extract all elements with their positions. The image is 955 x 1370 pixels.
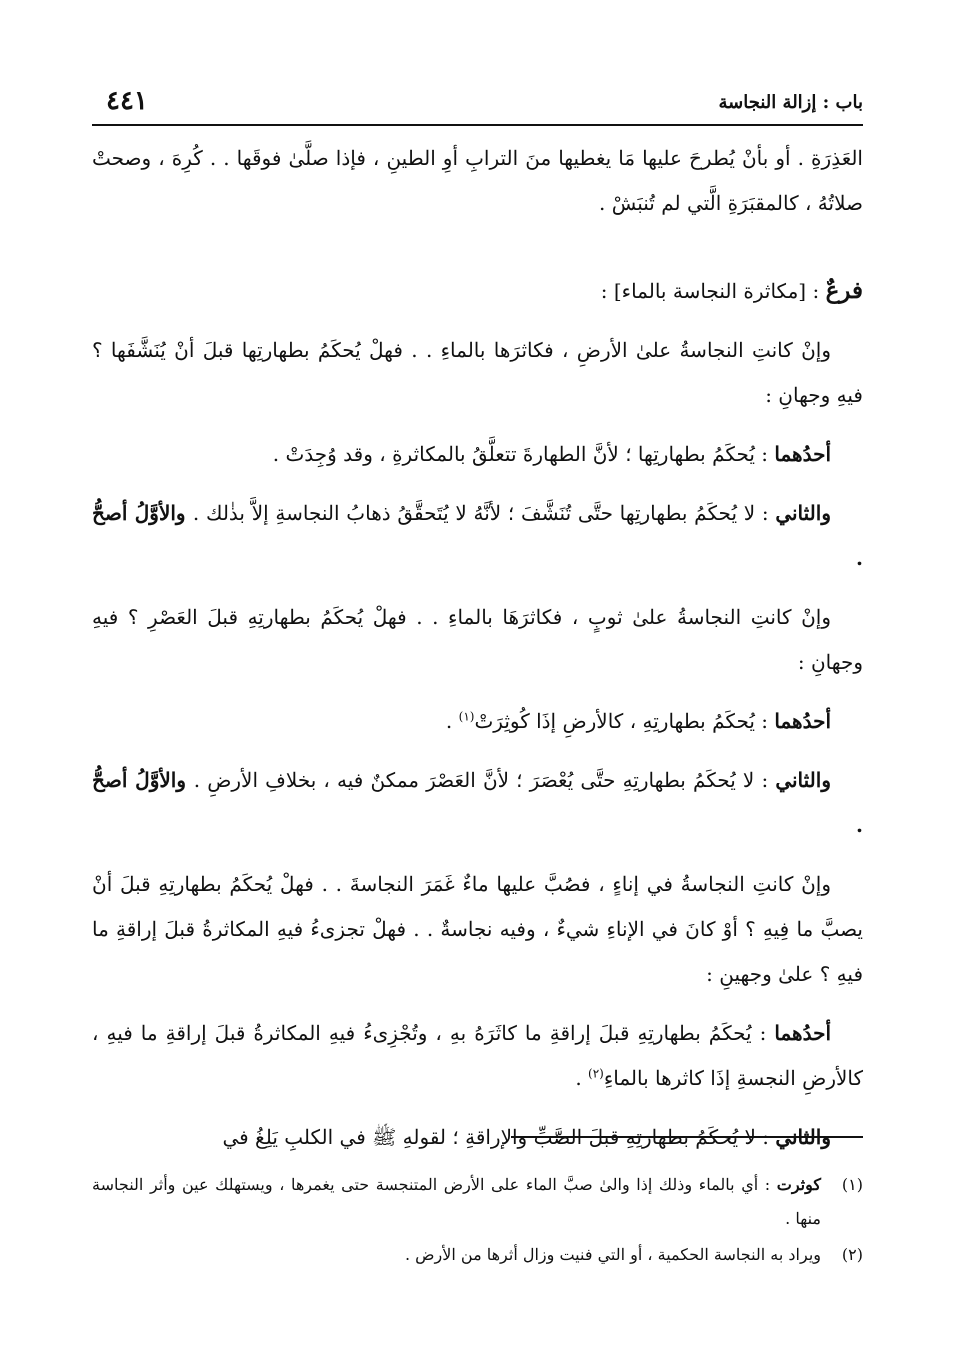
lead-word: أحدُهما xyxy=(774,442,831,466)
paragraph-text: : لا يُحكَمُ بطهارتِها حتَّى تُنَشَّفَ ؛ لأنَّهُ لا يُتَحقَّقُ ذهابُ النجاسةِ إلاَّ بذٰلك . xyxy=(192,501,776,525)
footnote-1 xyxy=(92,1168,863,1236)
page-number: ٤٤١ xyxy=(106,86,148,116)
paragraph-end: . xyxy=(575,1066,589,1090)
paragraph-text: وإنْ كانتِ النجاسةُ علىٰ ثوبٍ ، فكاثرَهَا بالماءِ . . فهلْ يُحكَمُ بطهارتِهِ قبلَ العَصْرِ ؟ فيهِ وجهانِ : xyxy=(92,605,863,674)
lead-word: أحدُهما xyxy=(774,1021,831,1045)
footnote-number: (١) xyxy=(841,1175,863,1194)
lead-word: أحدُهما xyxy=(774,709,831,733)
paragraph-vessel xyxy=(92,862,863,997)
paragraph-text: : لا يُحكَمُ بطهارتِهِ حتَّى يُعْصَرَ ؛ لأنَّ العَصْرَ ممكنٌ فيه ، بخلافِ الأرضِ . xyxy=(193,768,776,792)
paragraph-second-view xyxy=(92,491,863,581)
lead-word: والثاني xyxy=(775,1125,831,1149)
paragraph-first-view xyxy=(92,699,863,744)
footnote-text: : أي بالماء وذلك إذا والىٰ صبَّ الماء على الأرض المتنجسة حتى يغمرها ، ويستهلك عين وأثر النجاسة منها . xyxy=(92,1175,821,1228)
paragraph-text: وإنْ كانتِ النجاسةُ علىٰ الأرضِ ، فكاثرَها بالماءِ . . فهلْ يُحكَمُ بطهارتِها قبلَ أنْ يُنَشَّفَها ؟ فيهِ وجهانِ : xyxy=(92,338,863,407)
paragraph-text: : لا يُحكَمُ بطهارتِهِ قبلَ الصَّبِّ والإراقةِ ؛ لقولهِ ﷺ في الكلبِ يَلِغُ في xyxy=(222,1125,776,1149)
paragraph-end: . xyxy=(445,709,459,733)
section-heading xyxy=(92,268,863,314)
footnote-2 xyxy=(92,1238,863,1272)
lead-word: والثاني xyxy=(775,768,831,792)
header-rule xyxy=(92,124,863,126)
preferred-view: والأوَّلُ أصحُّ . xyxy=(92,768,863,837)
footnote-term: كوثرت xyxy=(776,1175,822,1194)
paragraph-first-view xyxy=(92,432,863,477)
paragraph-first-view xyxy=(92,1011,863,1101)
furu-label: فرعٌ xyxy=(825,277,863,304)
footnote-separator xyxy=(511,1136,863,1138)
footnote-text: ويراد به النجاسة الحكمية ، أو التي فنيت وزال أثرها من الأرض . xyxy=(405,1245,821,1264)
section-title: : [مكاثرة النجاسة بالماء] : xyxy=(600,279,826,303)
main-text xyxy=(92,136,863,1174)
paragraph-intro xyxy=(92,136,863,226)
running-title: باب : إزالة النجاسة xyxy=(718,92,863,113)
paragraph-text: العَذِرَةِ . أو بأنْ يُطرحَ عليها مَا يغطيها منَ الترابِ أوِ الطينِ ، فإذا صلَّىٰ فوقَها . . كُرِهَ ، وصحتْ صلاتُهُ ، كالمقبَرَةِ الَّتي لم تُنبَشْ . xyxy=(92,146,863,215)
paragraph-text: : يُحكَمُ بطهارتِها ؛ لأنَّ الطهارةَ تتعلَّقُ بالمكاثرةِ ، وقد وُجِدَتْ . xyxy=(272,442,775,466)
paragraph-second-view xyxy=(92,758,863,848)
paragraph-text: : يُحكَمُ بطهارتِهِ ، كالأرضِ إذَا كُوثِرَتْ xyxy=(474,709,775,733)
paragraph-text: : يُحكَمُ بطهارتِهِ قبلَ إراقةِ ما كاثَرَهُ بهِ ، وتُجْزِىءُ فيهِ المكاثرةُ قبلَ إراقةِ ما فيهِ ، كالأرضِ النجسةِ إذَا كاثرها بالماءِ xyxy=(92,1021,863,1090)
page-header xyxy=(92,84,863,124)
paragraph-text: وإنْ كانتِ النجاسةُ في إناءٍ ، فصُبَّ عليها ماءٌ غَمَرَ النجاسةَ . . فهلْ يُحكَمُ بطهارتِهِ قبلَ أنْ يصبَّ ما فِيهِ ؟ أوْ كانَ في الإناءِ شيءٌ ، وفيه نجاسةٌ . . فهلْ تجزىءُ فيهِ المكاثرةُ قبلَ إراقةِ ما فيهِ ؟ علىٰ وجهينِ : xyxy=(92,872,863,986)
preferred-view: والأوَّلُ أصحُّ . xyxy=(92,501,863,570)
lead-word: والثاني xyxy=(775,501,831,525)
footnotes xyxy=(92,1168,863,1274)
footnote-ref[interactable]: (١) xyxy=(458,709,475,724)
footnote-ref[interactable]: (٢) xyxy=(588,1066,604,1081)
footnote-number: (٢) xyxy=(841,1245,863,1264)
paragraph-garment xyxy=(92,595,863,685)
paragraph-ground xyxy=(92,328,863,418)
